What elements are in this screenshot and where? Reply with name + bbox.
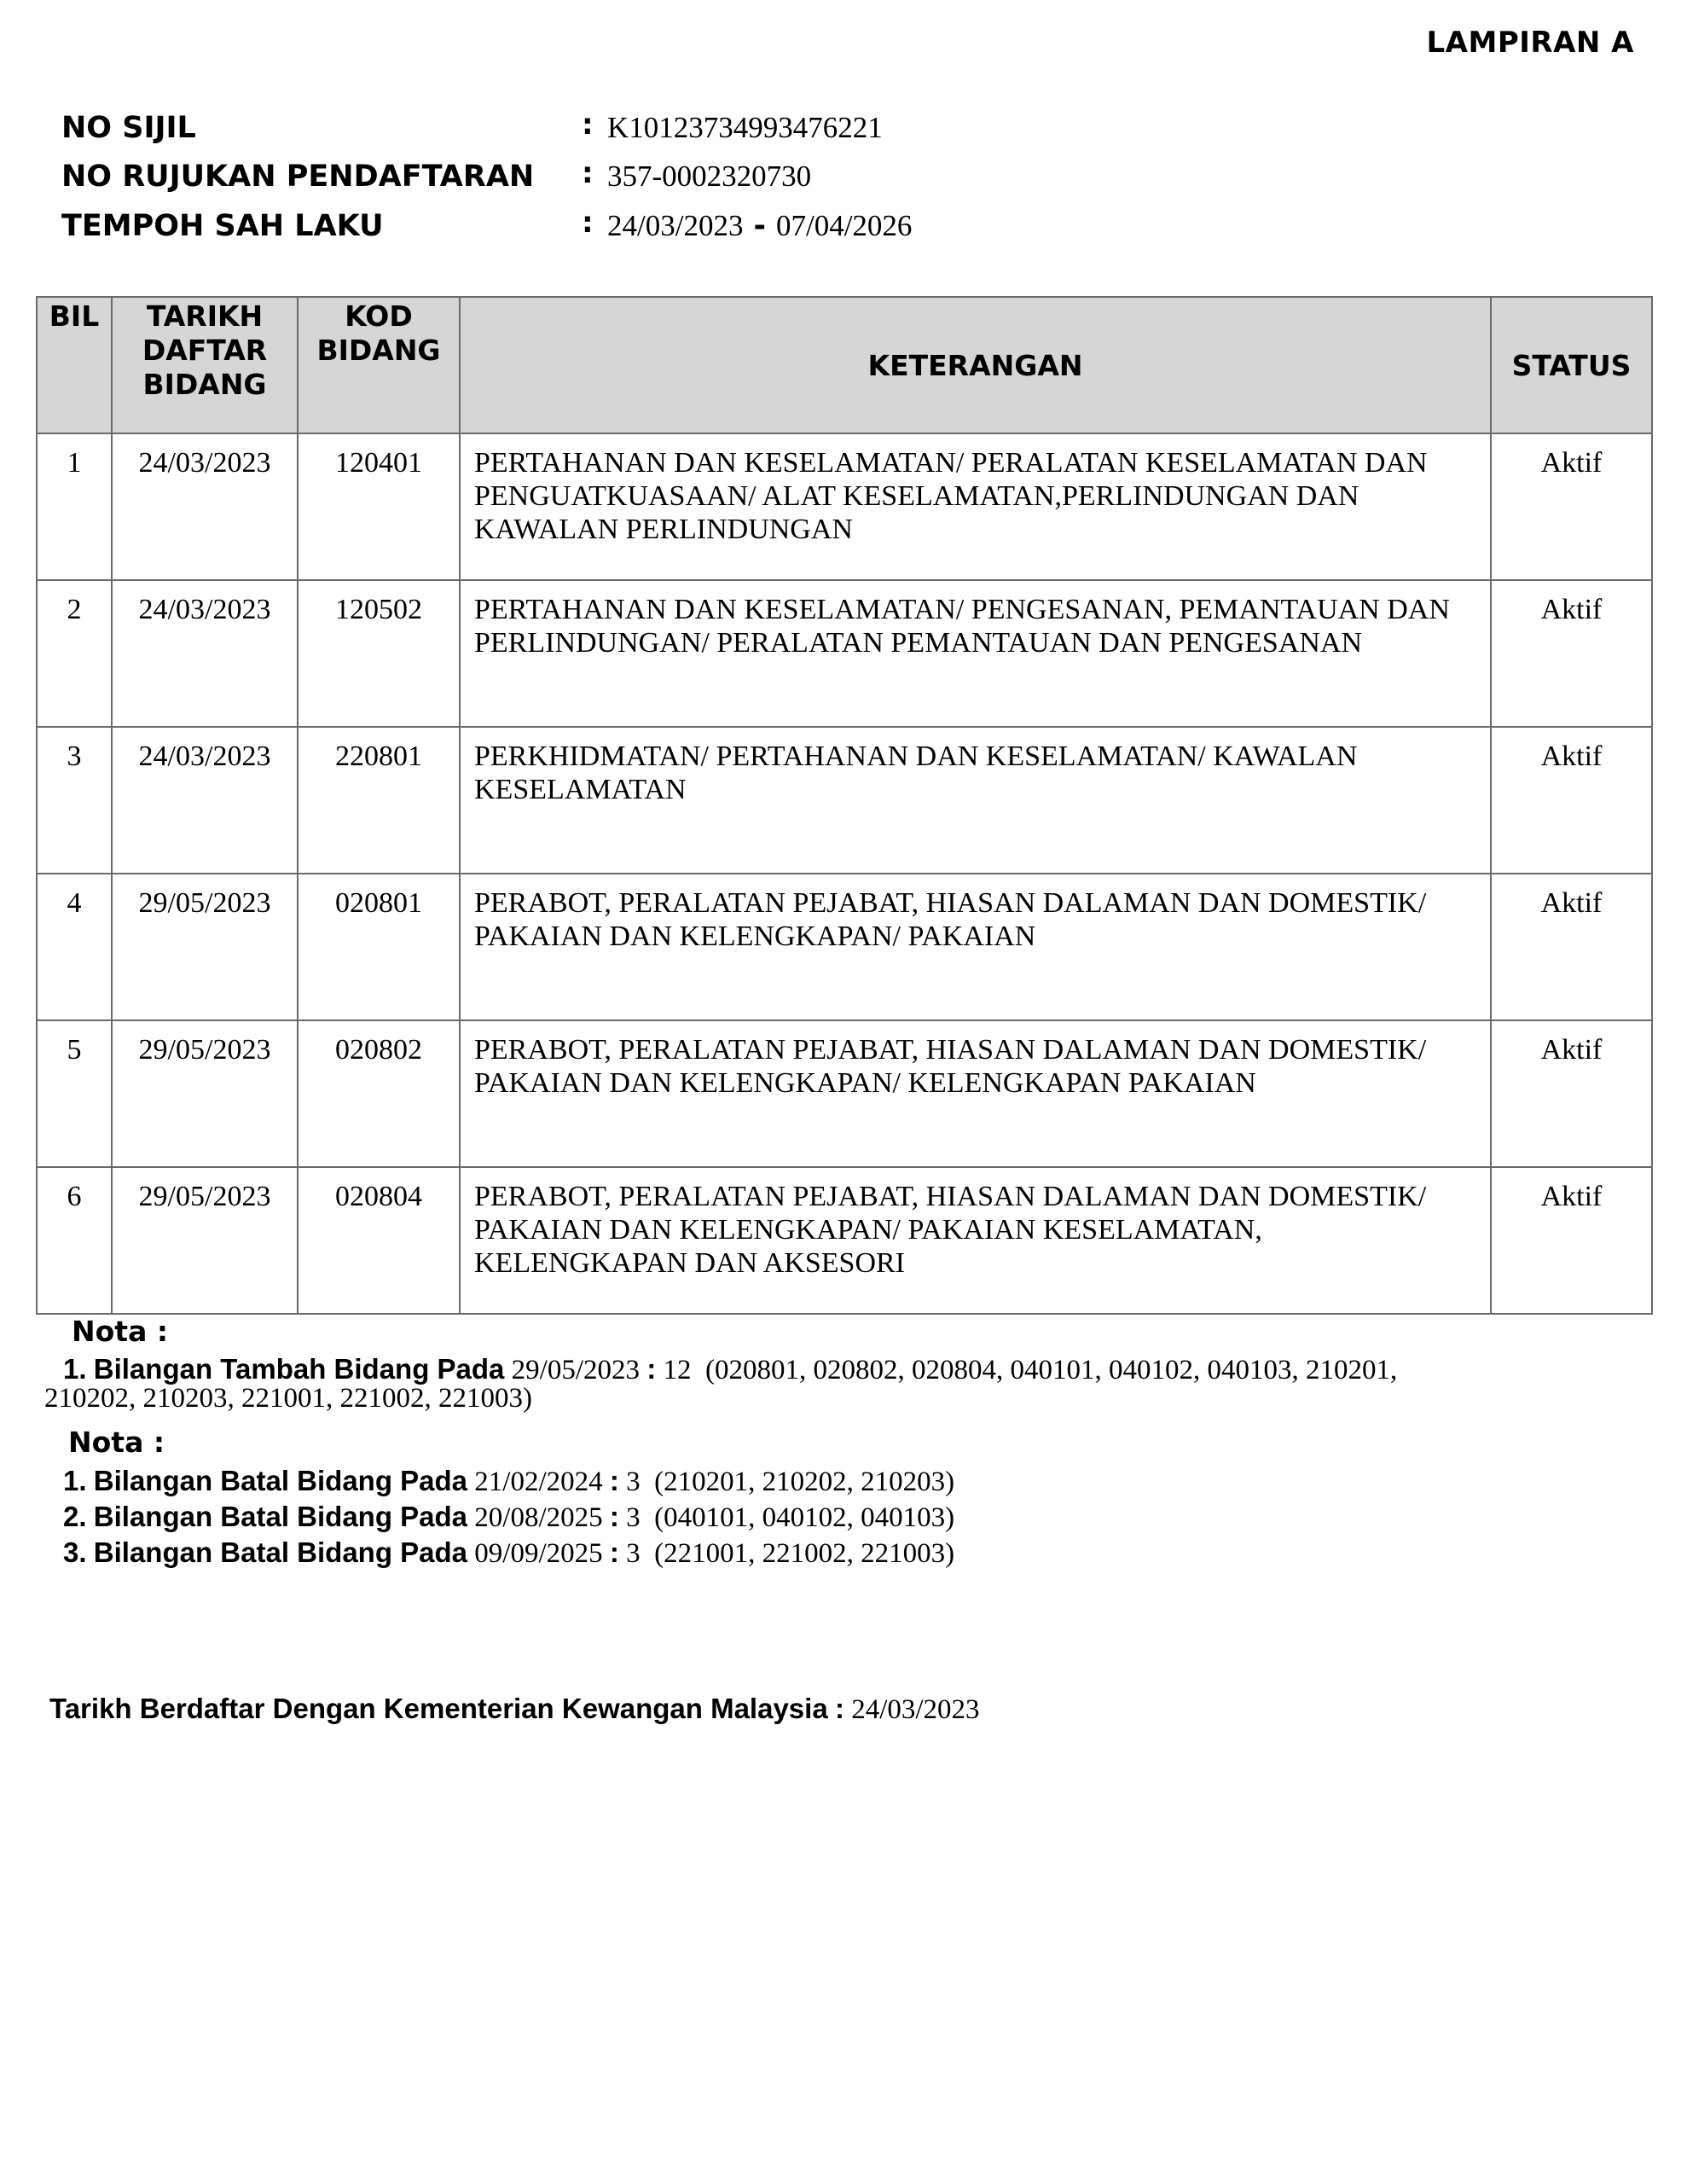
cell-bil: 4 [37, 874, 112, 1020]
table-row [37, 580, 1652, 727]
nota-item-codes: (040101, 040102, 040103) [654, 1502, 955, 1533]
nota-item-codes: (221001, 221002, 221003) [654, 1538, 955, 1569]
table-header-row [37, 297, 1652, 433]
nota-item-date: 20/08/2025 [474, 1502, 603, 1533]
cell-tarikh: 24/03/2023 [112, 433, 298, 580]
bidang-table [36, 296, 1653, 1315]
nota-item-date: 21/02/2024 [474, 1467, 603, 1497]
cell-kod: 020801 [298, 874, 460, 1020]
nota-item-num: 1. [63, 1465, 87, 1496]
cell-bil: 5 [37, 1020, 112, 1167]
table-row [37, 1167, 1652, 1314]
nota-batal-title: Nota : [68, 1426, 165, 1459]
nota-item-sep: : [646, 1353, 657, 1385]
col-header-kod: KOD BIDANG [298, 297, 460, 433]
cell-kod: 020804 [298, 1167, 460, 1314]
nota-item-date: 29/05/2023 [511, 1355, 641, 1385]
tempoh-label: TEMPOH SAH LAKU [61, 209, 384, 243]
nota-tambah-title: Nota : [72, 1315, 169, 1348]
nota-item-num: 3. [63, 1536, 87, 1568]
nota-batal-item [63, 1535, 954, 1571]
no-rujukan-value: 357-0002320730 [607, 160, 812, 193]
col-header-status: STATUS [1491, 297, 1652, 433]
nota-tambah-codes-cont: 210202, 210203, 221001, 221002, 221003) [44, 1383, 532, 1414]
cell-tarikh: 29/05/2023 [112, 1020, 298, 1167]
col-header-tarikh: TARIKH DAFTAR BIDANG [112, 297, 298, 433]
col-header-keterangan: KETERANGAN [460, 297, 1491, 433]
nota-item-label: Bilangan Batal Bidang Pada [93, 1536, 468, 1568]
cell-kod: 020802 [298, 1020, 460, 1167]
cell-tarikh: 24/03/2023 [112, 580, 298, 727]
nota-item-label: Bilangan Batal Bidang Pada [93, 1465, 468, 1496]
tempoh-start: 24/03/2023 [607, 209, 744, 242]
no-sijil-colon: : [582, 107, 594, 142]
col-header-bil: BIL [37, 297, 112, 433]
no-rujukan-colon: : [582, 156, 594, 190]
tarikh-berdaftar [49, 1693, 980, 1726]
cell-keterangan: PERABOT, PERALATAN PEJABAT, HIASAN DALAMAN DAN DOMESTIK/ PAKAIAN DAN KELENGKAPAN/ PAKAIAN KESELAMATAN, KELENGKAPAN DAN AKSESORI [460, 1167, 1491, 1314]
no-rujukan-row [61, 156, 1170, 207]
cell-kod: 220801 [298, 727, 460, 874]
tarikh-berdaftar-date: 24/03/2023 [851, 1694, 980, 1725]
cell-keterangan: PERTAHANAN DAN KESELAMATAN/ PENGESANAN, PEMANTAUAN DAN PERLINDUNGAN/ PERALATAN PEMANTAUAN DAN PENGESANAN [460, 580, 1491, 727]
cell-bil: 3 [37, 727, 112, 874]
nota-item-count: 3 [626, 1538, 641, 1569]
nota-item-codes: (020801, 020802, 020804, 040101, 040102, 040103, 210201, [705, 1355, 1398, 1385]
nota-item-codes: (210201, 210202, 210203) [654, 1467, 955, 1497]
no-sijil-value: K10123734993476221 [607, 111, 883, 144]
cell-bil: 2 [37, 580, 112, 727]
cell-tarikh: 29/05/2023 [112, 1167, 298, 1314]
tarikh-berdaftar-sep: : [834, 1693, 844, 1724]
no-sijil-label: NO SIJIL [61, 111, 196, 145]
cell-status: Aktif [1491, 1020, 1652, 1167]
nota-item-sep: : [609, 1536, 619, 1568]
nota-batal-item [63, 1463, 954, 1500]
nota-item-count: 3 [626, 1502, 641, 1533]
cell-kod: 120502 [298, 580, 460, 727]
nota-item-count: 12 [663, 1355, 692, 1385]
cell-tarikh: 29/05/2023 [112, 874, 298, 1020]
cell-status: Aktif [1491, 433, 1652, 580]
nota-batal-item [63, 1499, 954, 1536]
cell-bil: 1 [37, 433, 112, 580]
tempoh-value [607, 209, 912, 243]
nota-item-num: 2. [63, 1501, 87, 1532]
document-heading: LAMPIRAN A [1426, 26, 1634, 60]
cell-kod: 120401 [298, 433, 460, 580]
nota-item-label: Bilangan Batal Bidang Pada [93, 1501, 468, 1532]
nota-item-count: 3 [626, 1467, 641, 1497]
table-row [37, 874, 1652, 1020]
no-sijil-row [61, 107, 1170, 159]
cell-tarikh: 24/03/2023 [112, 727, 298, 874]
table-row [37, 727, 1652, 874]
cell-bil: 6 [37, 1167, 112, 1314]
cell-status: Aktif [1491, 580, 1652, 727]
nota-item-sep: : [609, 1501, 619, 1532]
tempoh-dash: - [753, 209, 766, 243]
nota-item-num: 1. [63, 1353, 87, 1385]
nota-item-sep: : [609, 1465, 619, 1496]
table-row [37, 1020, 1652, 1167]
nota-item-label: Bilangan Tambah Bidang Pada [93, 1353, 505, 1385]
cell-keterangan: PERABOT, PERALATAN PEJABAT, HIASAN DALAMAN DAN DOMESTIK/ PAKAIAN DAN KELENGKAPAN/ KELENGKAPAN PAKAIAN [460, 1020, 1491, 1167]
cell-keterangan: PERTAHANAN DAN KESELAMATAN/ PERALATAN KESELAMATAN DAN PENGUATKUASAAN/ ALAT KESELAMATAN,PERLINDUNGAN DAN KAWALAN PERLINDUNGAN [460, 433, 1491, 580]
tempoh-row [61, 206, 1170, 257]
table-row [37, 433, 1652, 580]
cell-keterangan: PERABOT, PERALATAN PEJABAT, HIASAN DALAMAN DAN DOMESTIK/ PAKAIAN DAN KELENGKAPAN/ PAKAIAN [460, 874, 1491, 1020]
no-rujukan-label: NO RUJUKAN PENDAFTARAN [61, 160, 535, 194]
cell-status: Aktif [1491, 727, 1652, 874]
cell-status: Aktif [1491, 874, 1652, 1020]
nota-item-date: 09/09/2025 [474, 1538, 603, 1569]
cell-status: Aktif [1491, 1167, 1652, 1314]
cell-keterangan: PERKHIDMATAN/ PERTAHANAN DAN KESELAMATAN/ KAWALAN KESELAMATAN [460, 727, 1491, 874]
tempoh-colon: : [582, 206, 594, 240]
tempoh-end: 07/04/2026 [775, 209, 913, 242]
tarikh-berdaftar-label: Tarikh Berdaftar Dengan Kementerian Kewangan Malaysia [49, 1693, 828, 1724]
